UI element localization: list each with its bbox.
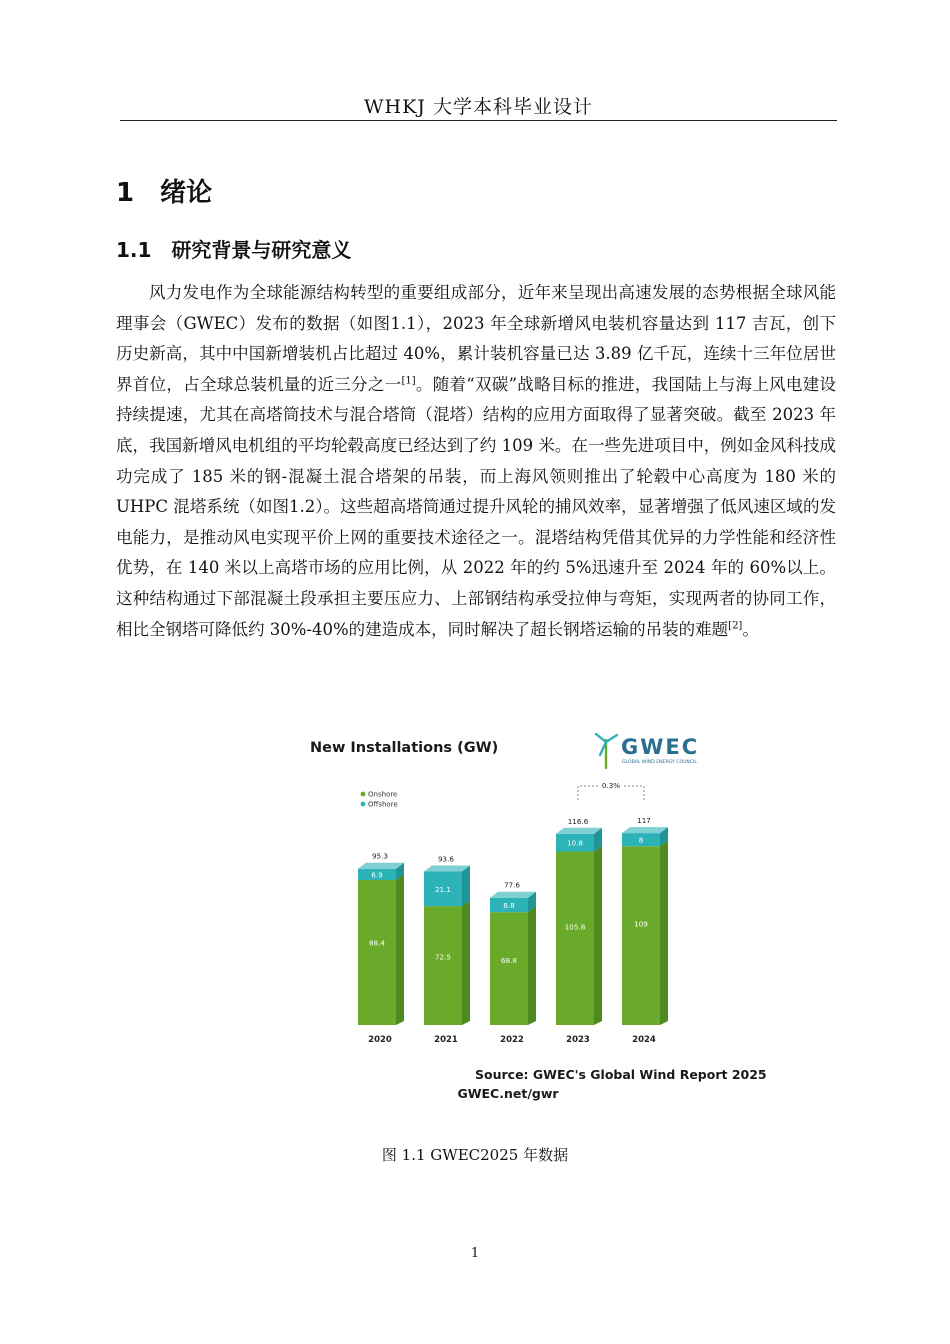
source-line-1: Source: GWEC's Global Wind Report 2025: [475, 1067, 767, 1082]
bar-onshore-side-2024: [660, 840, 668, 1025]
bar-offshore-side-2021: [462, 865, 470, 906]
chart-title: New Installations (GW): [310, 740, 499, 756]
wind-turbine-icon: [596, 734, 617, 768]
label-offshore-2022: 8.8: [503, 900, 515, 910]
label-total-2023: 116.6: [567, 816, 589, 826]
body-paragraph: [116, 278, 836, 645]
label-offshore-2021: 21.1: [434, 884, 452, 894]
label-onshore-2021: 72.5: [434, 952, 452, 962]
installations-chart: [300, 728, 767, 1113]
legend-offshore-marker: [361, 802, 366, 807]
bar-top-2021: [424, 865, 470, 871]
bar-onshore-side-2023: [594, 845, 602, 1025]
citation-1: [1]: [401, 375, 416, 387]
tick-label-2022: 2022: [500, 1035, 524, 1045]
bar-onshore-2020: [358, 880, 396, 1025]
chapter-title: 绪论: [160, 178, 213, 208]
label-total-2020: 95.3: [371, 851, 389, 861]
bar-onshore-2024: [622, 846, 660, 1025]
paragraph-part-2: 。随着“双碳”战略目标的推进，我国陆上与海上风电建设持续提速，尤其在高塔筒技术与混合塔筒（混塔）结构的应用方面取得了显著突破。截至 2023 年底，我国新增风电机组的平均轮毂高度已经达到了约 109 米。在一些先进项目中，例如金风科技成功完成了 185 米的钢-混凝土混合塔架的吊装，而上海风领则推出了轮毂中心高度为 180 米的 UHPC 混塔系统（如图1.2）。这些超高塔筒通过提升风轮的捕风效率，显著增强了低风速区域的发电能力，是推动风电实现平价上网的重要技术途径之一。混塔结构凭借其优异的力学性能和经济性优势，在 140 米以上高塔市场的应用比例，从 2022 年的约 5%迅速升至 2024 年的 60%以上。这种结构通过下部混凝土段承担主要压应力、上部钢结构承受拉伸与弯矩，实现两者的协同工作，相比全钢塔可降低约 30%-40%的建造成本，同时解决了超长钢塔运输的吊装的难题: [116, 374, 837, 639]
chart-bars: [358, 779, 668, 1045]
paragraph-part-1: 风力发电作为全球能源结构转型的重要组成部分，近年来呈现出高速发展的态势根据全球风能理事会（GWEC）发布的数据（如图1.1），2023 年全球新增风电装机容量达到 117 吉瓦，创下历史新高，其中中国新增装机占比超过 40%，累计装机容量已达 3.89 亿千瓦，连续十三年位居世界首位，占全球总装机量的近三分之一: [116, 283, 836, 394]
label-onshore-2023: 105.8: [564, 922, 586, 932]
gwec-brand-sub: GLOBAL WIND ENERGY COUNCIL: [622, 760, 697, 765]
bar-onshore-side-2020: [396, 874, 404, 1025]
bar-onshore-2021: [424, 906, 462, 1025]
section-number: 1.1: [116, 238, 152, 262]
bar-top-2023: [556, 828, 602, 834]
label-total-2021: 93.6: [437, 854, 455, 864]
bar-onshore-side-2022: [528, 906, 536, 1025]
bar-top-2020: [358, 863, 404, 869]
bar-onshore-2023: [556, 851, 594, 1025]
chart-legend: [361, 791, 398, 809]
label-total-2022: 77.6: [503, 880, 521, 890]
citation-2: [2]: [728, 620, 743, 632]
source-line-2: GWEC.net/gwr: [457, 1086, 559, 1101]
section-title: 研究背景与研究意义: [171, 238, 352, 262]
gwec-logo: [596, 734, 699, 768]
tick-label-2021: 2021: [434, 1035, 458, 1045]
label-offshore-2023: 10.8: [566, 838, 584, 848]
figure-caption: 图 1.1 GWEC2025 年数据: [381, 1146, 569, 1164]
bar-top-2022: [490, 892, 536, 898]
growth-annotation: 0.3%: [601, 781, 621, 790]
chapter-number: 1: [116, 178, 135, 208]
running-header: WHKJ 大学本科毕业设计: [364, 96, 593, 118]
bar-top-2024: [622, 827, 668, 833]
label-offshore-2024: 8: [638, 835, 644, 845]
legend-onshore-label: Onshore: [368, 790, 398, 799]
header-rule: [120, 120, 837, 121]
bar-onshore-2022: [490, 912, 528, 1025]
tick-label-2020: 2020: [368, 1035, 392, 1045]
legend-offshore-label: Offshore: [368, 800, 398, 809]
chapter-heading: [116, 172, 212, 209]
legend-onshore-marker: [361, 792, 366, 797]
label-onshore-2020: 88.4: [368, 938, 386, 948]
label-onshore-2022: 68.8: [500, 955, 518, 965]
gwec-brand: GWEC: [621, 735, 700, 759]
tick-label-2024: 2024: [632, 1035, 656, 1045]
paragraph-part-3: 。: [742, 619, 759, 639]
tick-label-2023: 2023: [566, 1035, 590, 1045]
label-offshore-2020: 6.9: [371, 870, 383, 880]
section-heading: [116, 234, 351, 263]
figure-gwec-chart: [300, 728, 767, 1113]
label-onshore-2024: 109: [634, 919, 648, 929]
label-total-2024: 117: [637, 816, 651, 826]
page-number: 1: [470, 1246, 480, 1261]
bar-onshore-side-2021: [462, 900, 470, 1025]
